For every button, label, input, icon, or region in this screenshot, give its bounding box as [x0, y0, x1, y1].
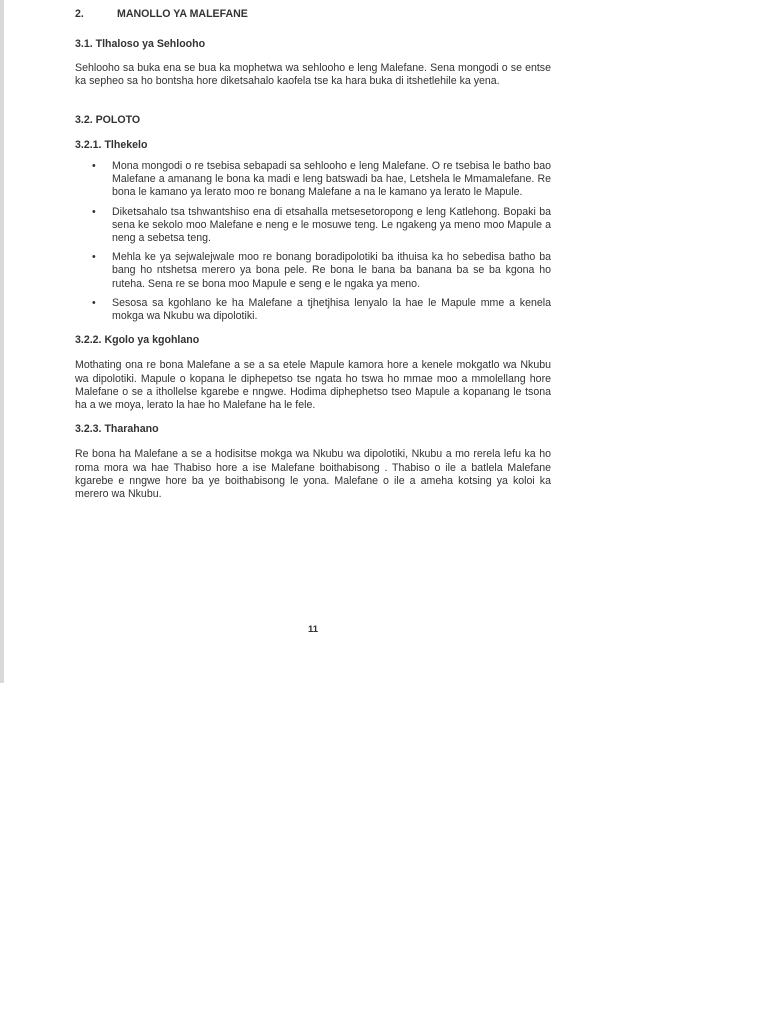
bullet-text: Mehla ke ya sejwalejwale moo re bonang boradipolotiki ba ithuisa ka ho sebedisa batho ba bang ho ntshetsa merero ya bona pele. Re bona le bana ba banana ba se ba kgona ho ruteha. Sena re se bona moo Mapule e seng e le ngaka ya meno. [112, 251, 551, 290]
bullet-icon: • [92, 160, 96, 173]
bullet-text: Sesosa sa kgohlano ke ha Malefane a tjhetjhisa lenyalo la hae le Mapule mme a kenela mokga wa Nkubu wa dipolotiki. [112, 296, 551, 323]
bullet-text: Mona mongodi o re tsebisa sebapadi sa sehlooho e leng Malefane. O re tsebisa le batho bao Malefane a amanang le bona ka madi e leng batswadi ba hae, Letshela le Mmamalefane. Re bona le kamano ya lerato moo re bonang Malefane a na le kamano ya lerato le Mapule. [112, 160, 551, 199]
section-3-2-heading: 3.2. POLOTO [75, 113, 141, 126]
section-3-2-2-paragraph: Mothating ona re bona Malefane a se a sa etele Mapule kamora hore a kenele mokgatlo wa Nkubu wa dipolotiki. Mapule o kopana le diphepetso tse ngata ho tswa ho mmae moo a mmolellang hore Malefane o se a ithollelse kgarebe e nngwe. Hodima diphephetso tseo Mapule a kopanang le tsona ha a we moya, lerato la hae ho Malefane ha le fele. [75, 359, 551, 412]
section-3-2-1-heading: 3.2.1. Tlhekelo [75, 138, 148, 151]
section-3-2-2-heading: 3.2.2. Kgolo ya kgohlano [75, 334, 200, 347]
page-edge [0, 0, 4, 683]
bullet-icon: • [92, 296, 96, 309]
chapter-heading [75, 8, 551, 24]
bullet-text: Diketsahalo tsa tshwantshiso ena di etsahalla metsesetoropong e leng Katlehong. Bopaki ba sena ke sekolo moo Malefane e neng e le mosuwe teng. Le ngakeng ya meno moo Mapule a neng a sebetsa teng. [112, 205, 551, 245]
bullet-item [75, 206, 551, 246]
page-number: 11 [307, 624, 319, 635]
section-3-1-paragraph: Sehlooho sa buka ena se bua ka mophetwa wa sehlooho e leng Malefane. Sena mongodi o se entse ka sepheo sa ho bontsha hore diketsahalo kaofela tse ka hara buka di itshetlehile ka yena. [75, 62, 551, 88]
section-3-2-3-paragraph: Re bona ha Malefane a se a hodisitse mokga wa Nkubu wa dipolotiki, Nkubu a mo rerela lefu ka ho roma mora wa hae Thabiso hore a ise Malefane boithabisong . Thabiso o ile a batlela Malefane kgarebe e nngwe hore ba ye boithabisong le yona. Malefane o ile a ameha kotsing ya koloi ka merero wa Nkubu. [75, 448, 551, 501]
chapter-number: 2. [75, 8, 84, 20]
bullet-item [75, 297, 551, 323]
document-page [75, 8, 551, 635]
bullet-icon: • [92, 205, 96, 218]
bullet-item [75, 160, 551, 200]
tlhekelo-bullet-list [75, 160, 551, 323]
bullet-item [75, 251, 551, 291]
chapter-title: MANOLLO YA MALEFANE [117, 8, 248, 20]
section-3-2-3-heading: 3.2.3. Tharahano [75, 423, 159, 436]
section-3-1-heading: 3.1. Tlhaloso ya Sehlooho [75, 38, 206, 50]
bullet-icon: • [92, 251, 96, 264]
